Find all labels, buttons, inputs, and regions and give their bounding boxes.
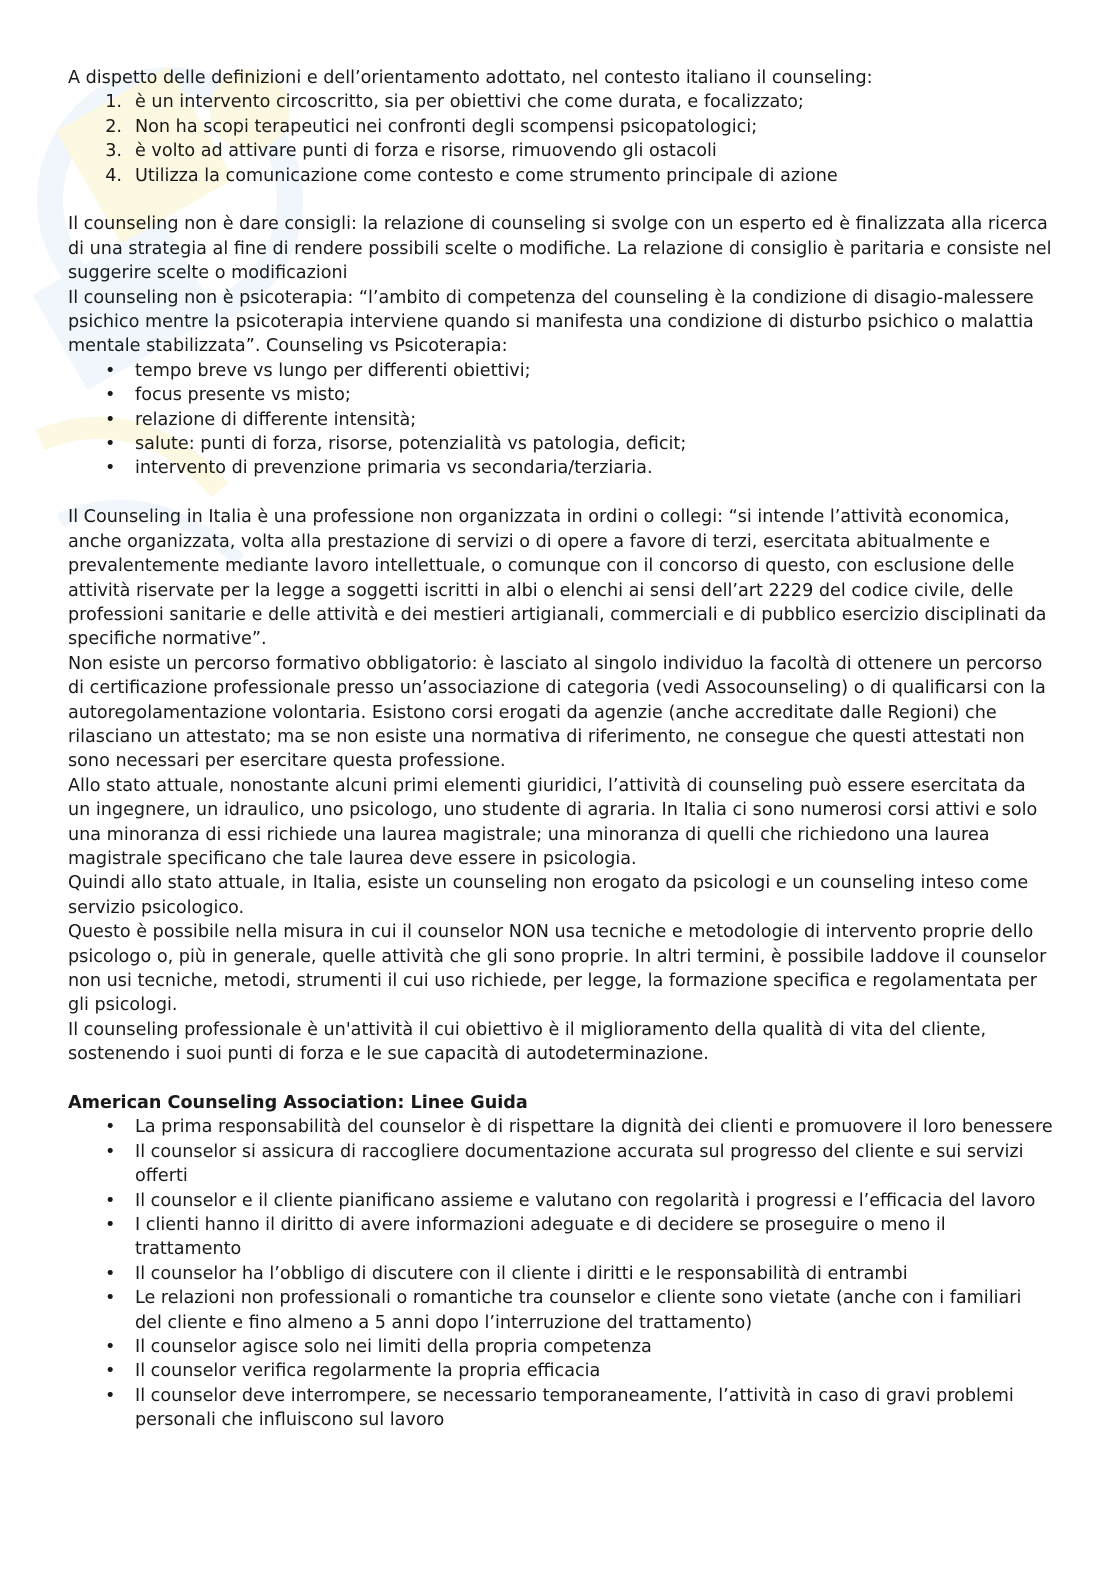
intro-numbered-list (68, 90, 1053, 188)
paragraph: Allo stato attuale, nonostante alcuni primi elementi giuridici, l’attività di counseling può essere esercitata da un ingegnere, un idraulico, uno psicologo, uno studente di agraria. In Italia ci sono numerosi corsi attivi e solo una minoranza di essi richiede una laurea magistrale; una minoranza di quelli che richiedono una laurea magistrale specificano che tale laurea deve essere in psicologia. (68, 775, 1038, 869)
list-item: • relazione di differente intensità; (105, 409, 417, 430)
comparison-bullet-list (68, 359, 1053, 481)
paragraph: Questo è possibile nella misura in cui il counselor NON usa tecniche e metodologie di intervento proprie dello psicologo o, più in generale, quelle attività che gli sono proprie. In altri termini, è possibile laddove il counselor non usi tecniche, metodi, strumenti il cui uso richiede, per legge, la formazione specifica e regolamentata per gli psicologi. (68, 922, 1047, 1016)
list-item: • I clienti hanno il diritto di avere informazioni adeguate e di decidere se proseguire o meno il trattamento (105, 1215, 946, 1260)
list-item: 4. Utilizza la comunicazione come contesto e come strumento principale di azione (105, 165, 838, 186)
list-item: • Il counselor verifica regolarmente la propria efficacia (105, 1361, 601, 1382)
list-item: 1. è un intervento circoscritto, sia per obiettivi che come durata, e focalizzato; (105, 92, 804, 113)
list-item: 2. Non ha scopi terapeutici nei confronti degli scompensi psicopatologici; (105, 116, 758, 137)
list-item: • Il counselor agisce solo nei limiti della propria competenza (105, 1337, 652, 1358)
list-item: • Il counselor si assicura di raccogliere documentazione accurata sul progresso del cliente e sui servizi offerti (105, 1141, 1024, 1187)
list-item: • Il counselor deve interrompere, se necessario temporaneamente, l’attività in caso di gravi problemi personali che influiscono sul lavoro (105, 1385, 1014, 1431)
list-item: • La prima responsabilità del counselor è di rispettare la dignità dei clienti e promuovere il loro benessere (105, 1117, 1053, 1138)
paragraph: Quindi allo stato attuale, in Italia, esiste un counseling non erogato da psicologi e un counseling inteso come servizio psicologico. (68, 873, 1029, 918)
document-body (68, 66, 1053, 1433)
list-item: • Il counselor ha l’obbligo di discutere con il cliente i diritti e le responsabilità di entrambi (105, 1263, 908, 1284)
list-item: 3. è volto ad attivare punti di forza e risorse, rimuovendo gli ostacoli (105, 141, 717, 162)
list-item: • intervento di prevenzione primaria vs secondaria/terziaria. (105, 458, 653, 479)
list-item: • Il counselor e il cliente pianificano assieme e valutano con regolarità i progressi e l’efficacia del lavoro (105, 1190, 1036, 1211)
section-heading: American Counseling Association: Linee Guida (68, 1093, 528, 1114)
list-item: • tempo breve vs lungo per differenti obiettivi; (105, 360, 531, 381)
paragraph: Il Counseling in Italia è una professione non organizzata in ordini o collegi: “si intende l’attività economica, anche organizzata, volta alla prestazione di servizi o di opere a favore di terzi, esercitata abitualmente e prevalentemente mediante lavoro intellettuale, o comunque con il concorso di questo, con esclusione delle attività riservate per la legge a soggetti iscritti in albi o elenchi ai sensi dell’art 2229 del codice civile, delle professioni sanitarie e delle attività e dei mestieri artigianali, commerciali e di pubblico esercizio disciplinati da specifiche normative”. (68, 507, 1047, 650)
list-item: • focus presente vs misto; (105, 385, 351, 406)
paragraph: Il counseling professionale è un'attività il cui obiettivo è il miglioramento della qualità di vita del cliente, sostenendo i suoi punti di forza e le sue capacità di autodeterminazione. (68, 1019, 987, 1065)
guidelines-bullet-list (68, 1115, 1053, 1432)
paragraph: Il counseling non è psicoterapia: “l’ambito di competenza del counseling è la condizione di disagio-malessere psichico mentre la psicoterapia interviene quando si manifesta una condizione di disturbo psichico o malattia mentale stabilizzata”. Counseling vs Psicoterapia: (68, 287, 1034, 357)
list-item: • salute: punti di forza, risorse, potenzialità vs patologia, deficit; (105, 434, 687, 455)
intro-lead: A dispetto delle definizioni e dell’orientamento adottato, nel contesto italiano il counseling: (68, 68, 873, 88)
paragraph: Il counseling non è dare consigli: la relazione di counseling si svolge con un esperto ed è finalizzata alla ricerca di una strategia al fine di rendere possibili scelte o modifiche. La relazione di consiglio è paritaria e consiste nel suggerire scelte o modificazioni (68, 214, 1052, 284)
paragraph: Non esiste un percorso formativo obbligatorio: è lasciato al singolo individuo la facoltà di ottenere un percorso di certificazione professionale presso un’associazione di categoria (vedi Assocounseling) o di qualificarsi con la autoregolamentazione volontaria. Esistono corsi erogati da agenzie (anche accreditate dalle Regioni) che rilasciano un attestato; ma se non esiste una normativa di riferimento, ne consegue che questi attestati non sono necessari per esercitare questa professione. (68, 653, 1046, 772)
list-item: • Le relazioni non professionali o romantiche tra counselor e cliente sono vietate (anche con i familiari del cliente e fino almeno a 5 anni dopo l’interruzione del trattamento) (105, 1288, 1022, 1333)
